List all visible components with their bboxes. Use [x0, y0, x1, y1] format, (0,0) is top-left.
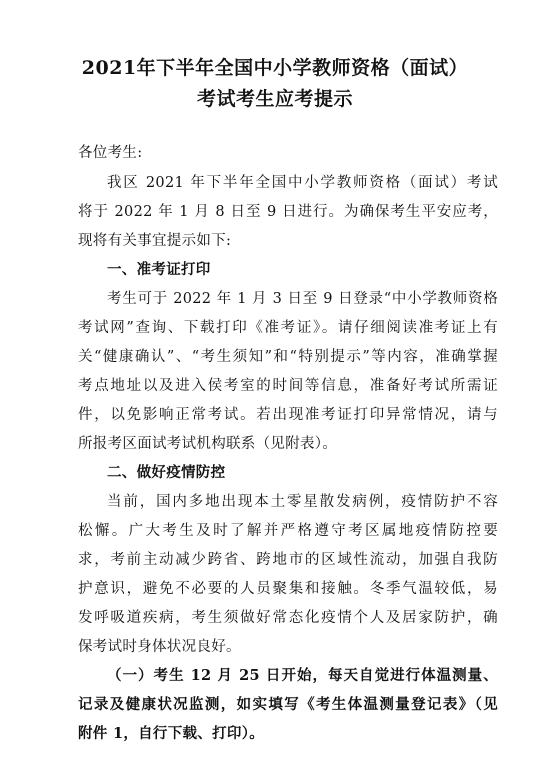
document-body: [78, 0, 498, 762]
section-2-heading: 二、做好疫情防控: [107, 464, 226, 481]
section-1-line-4: 考点地址以及进入侯考室的时间等信息，准备好考试所需证: [78, 378, 498, 394]
section-1-line-3: 关“健康确认”、“考生须知”和“特别提示”等内容，准确掌握: [78, 349, 498, 365]
intro-line-1: 我区 2021 年下半年全国中小学教师资格（面试）考试: [107, 175, 498, 191]
section-1-line-2: 考试网”查询、下载打印《准考证》。请仔细阅读准考证上有: [78, 320, 498, 336]
document-title-line-2: 考试考生应考提示: [196, 88, 353, 110]
section-1-heading: 一、准考证打印: [107, 261, 211, 278]
section-2-line-3: 求，考前主动减少跨省、跨地市的区域性流动，加强自我防: [78, 552, 498, 568]
section-2-line-6: 保考试时身体状况良好。: [78, 639, 241, 655]
section-1-line-6: 所报考区面试考试机构联系（见附表）。: [78, 436, 338, 452]
intro-line-2: 将于 2022 年 1 月 8 日至 9 日进行。为确保考生平安应考，: [78, 204, 498, 220]
section-2-line-5: 发呼吸道疾病，考生须做好常态化疫情个人及居家防护，确: [78, 610, 498, 626]
intro-line-3: 现将有关事宜提示如下:: [78, 233, 232, 249]
document-title-line-1: 2021年下半年全国中小学教师资格（面试）: [81, 57, 469, 79]
section-2-line-1: 当前，国内多地出现本土零星散发病例，疫情防护不容: [107, 494, 498, 510]
subsection-1-line-3: 附件 1，自行下载、打印）。: [78, 725, 265, 742]
section-2-line-2: 松懈。广大考生及时了解并严格遵守考区属地疫情防控要: [78, 523, 498, 539]
section-2-line-4: 护意识，避免不必要的人员聚集和接触。冬季气温较低，易: [78, 581, 498, 597]
salutation: 各位考生:: [78, 145, 143, 161]
section-1-line-1: 考生可于 2022 年 1 月 3 日至 9 日登录“中小学教师资格: [107, 291, 498, 307]
subsection-1-line-1: （一）考生 12 月 25 日开始，每天自觉进行体温测量、: [107, 667, 498, 684]
subsection-1-line-2: 记录及健康状况监测，如实填写《考生体温测量登记表》（见: [78, 696, 498, 713]
section-1-line-5: 件，以免影响正常考试。若出现准考证打印异常情况，请与: [78, 407, 498, 423]
